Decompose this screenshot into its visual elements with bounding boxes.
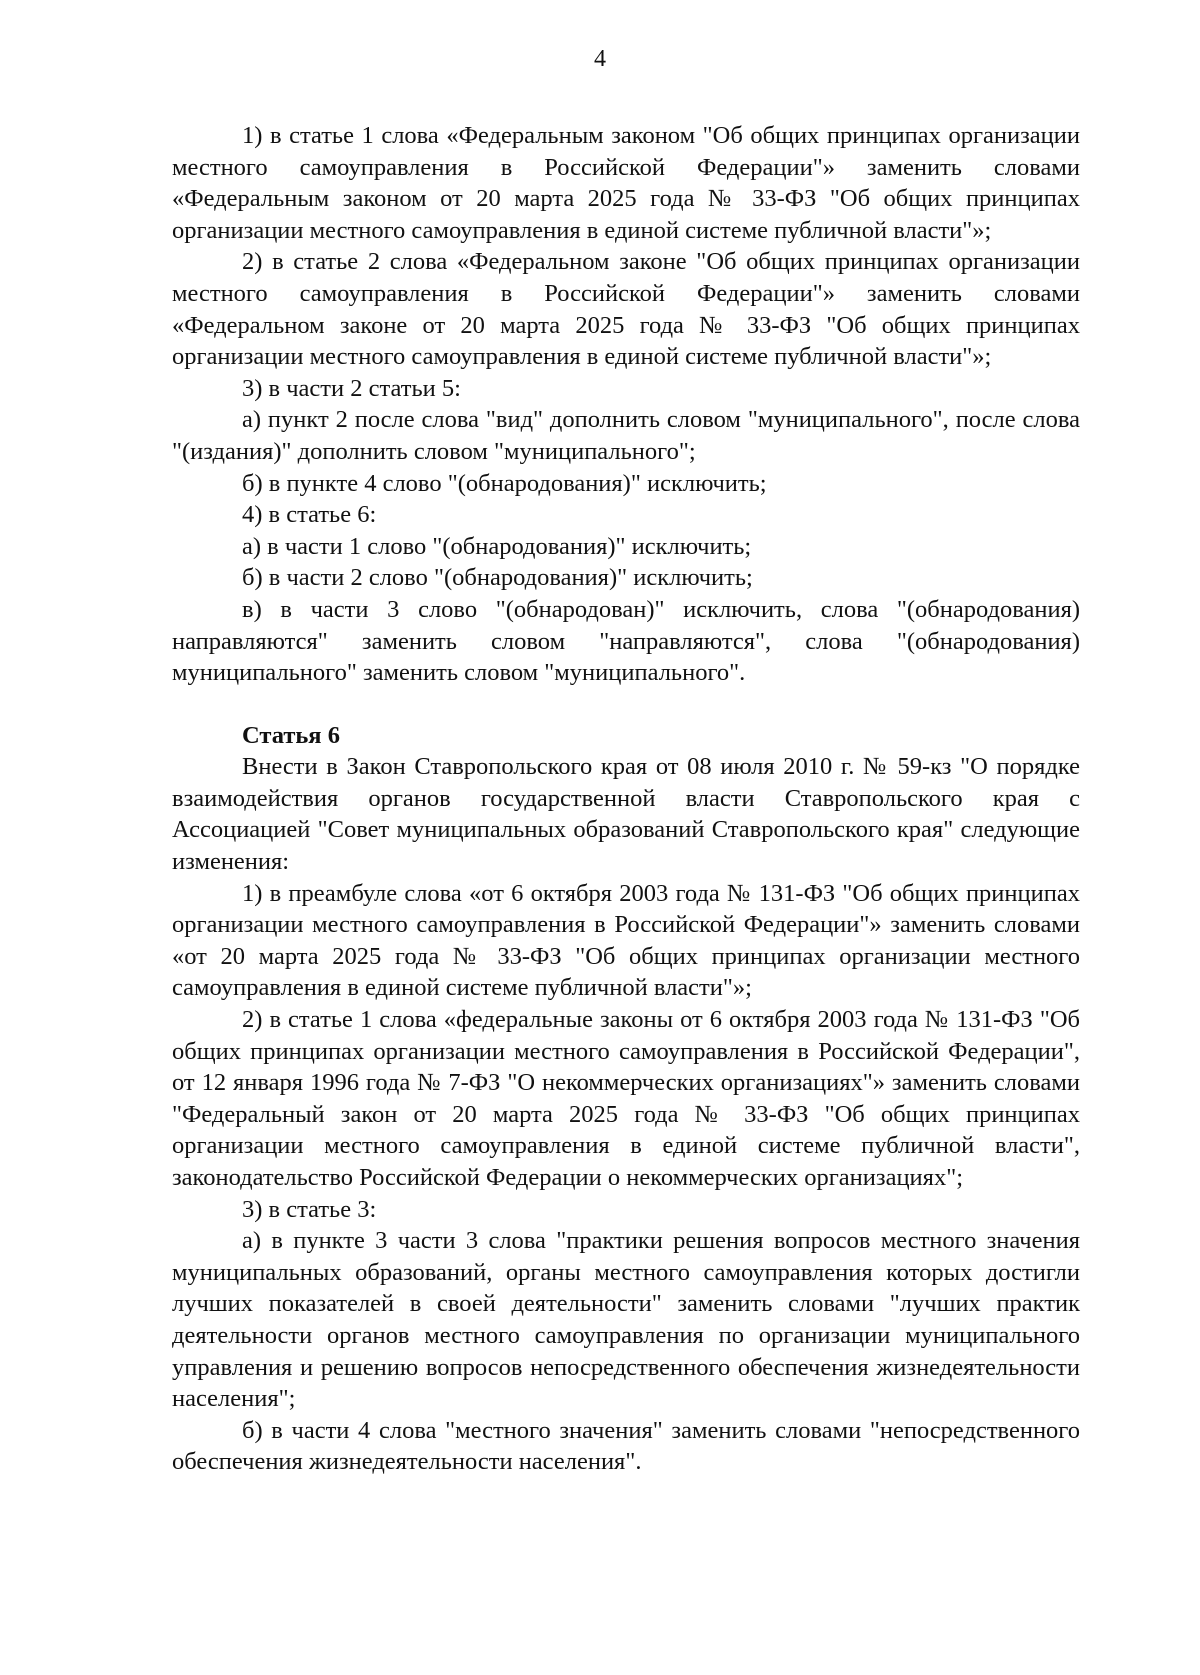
paragraph: б) в пункте 4 слово "(обнародования)" исключить; (242, 469, 767, 497)
paragraph: 2) в статье 1 слова «федеральные законы от 6 октября 2003 года № 131-ФЗ "Об общих принципах организации местного самоуправления в Российской Федерации", от 12 января 1996 года № 7-ФЗ "О некоммерческих организациях"» заменить словами "Федеральный закон от 20 марта 2025 года № 33-ФЗ "Об общих принципах организации местного самоуправления в единой системе публичной власти", законодательство Российской Федерации о некоммерческих организациях"; (172, 1006, 1080, 1191)
paragraph: а) в части 1 слово "(обнародования)" исключить; (242, 532, 752, 560)
paragraph: 3) в части 2 статьи 5: (242, 374, 461, 402)
paragraph: 1) в статье 1 слова «Федеральным законом "Об общих принципах организации местного самоуправления в Российской Федерации"» заменить словами «Федеральным законом от 20 марта 2025 года № 33-ФЗ "Об общих принципах организации местного самоуправления в единой системе публичной власти"»; (172, 122, 1080, 244)
article-heading: Статья 6 (242, 721, 340, 749)
document-body (172, 120, 1080, 1478)
paragraph: 4) в статье 6: (242, 501, 377, 529)
article-6 (172, 720, 1080, 1478)
paragraph: б) в части 4 слова "местного значения" заменить словами "непосредственного обеспечения жизнедеятельности населения". (172, 1416, 1080, 1476)
page-number: 4 (594, 46, 606, 72)
paragraph: 1) в преамбуле слова «от 6 октября 2003 года № 131-ФЗ "Об общих принципах организации местного самоуправления в Российской Федерации"» заменить словами «от 20 марта 2025 года № 33-ФЗ "Об общих принципах организации местного самоуправления в единой системе публичной власти"»; (172, 879, 1080, 1002)
paragraph: Внести в Закон Ставропольского края от 08 июля 2010 г. № 59-кз "О порядке взаимодействия органов государственной власти Ставропольского края с Ассоциацией "Совет муниципальных образований Ставропольского края" следующие изменения: (172, 753, 1080, 876)
paragraph: 2) в статье 2 слова «Федеральном законе "Об общих принципах организации местного самоуправления в Российской Федерации"» заменить словами «Федеральном законе от 20 марта 2025 года № 33-ФЗ "Об общих принципах организации местного самоуправления в единой системе публичной власти"»; (172, 248, 1080, 371)
amendments-list-top (172, 120, 1080, 689)
paragraph: 3) в статье 3: (242, 1195, 377, 1223)
paragraph: в) в части 3 слово "(обнародован)" исключить, слова "(обнародования) направляются" заменить словом "направляются", слова "(обнародования) муниципального" заменить словом "муниципального". (172, 595, 1080, 687)
paragraph: а) пункт 2 после слова "вид" дополнить словом "муниципального", после слова "(издания)" дополнить словом "муниципального"; (172, 406, 1080, 465)
section-spacer (172, 689, 1080, 720)
paragraph: а) в пункте 3 части 3 слова "практики решения вопросов местного значения муниципальных образований, органы местного самоуправления которых достигли лучших показателей в своей деятельности" заменить словами "лучших практик деятельности органов местного самоуправления по организации муниципального управления и решению вопросов непосредственного обеспечения жизнедеятельности населения"; (172, 1227, 1080, 1413)
paragraph: б) в части 2 слово "(обнародования)" исключить; (242, 564, 753, 592)
